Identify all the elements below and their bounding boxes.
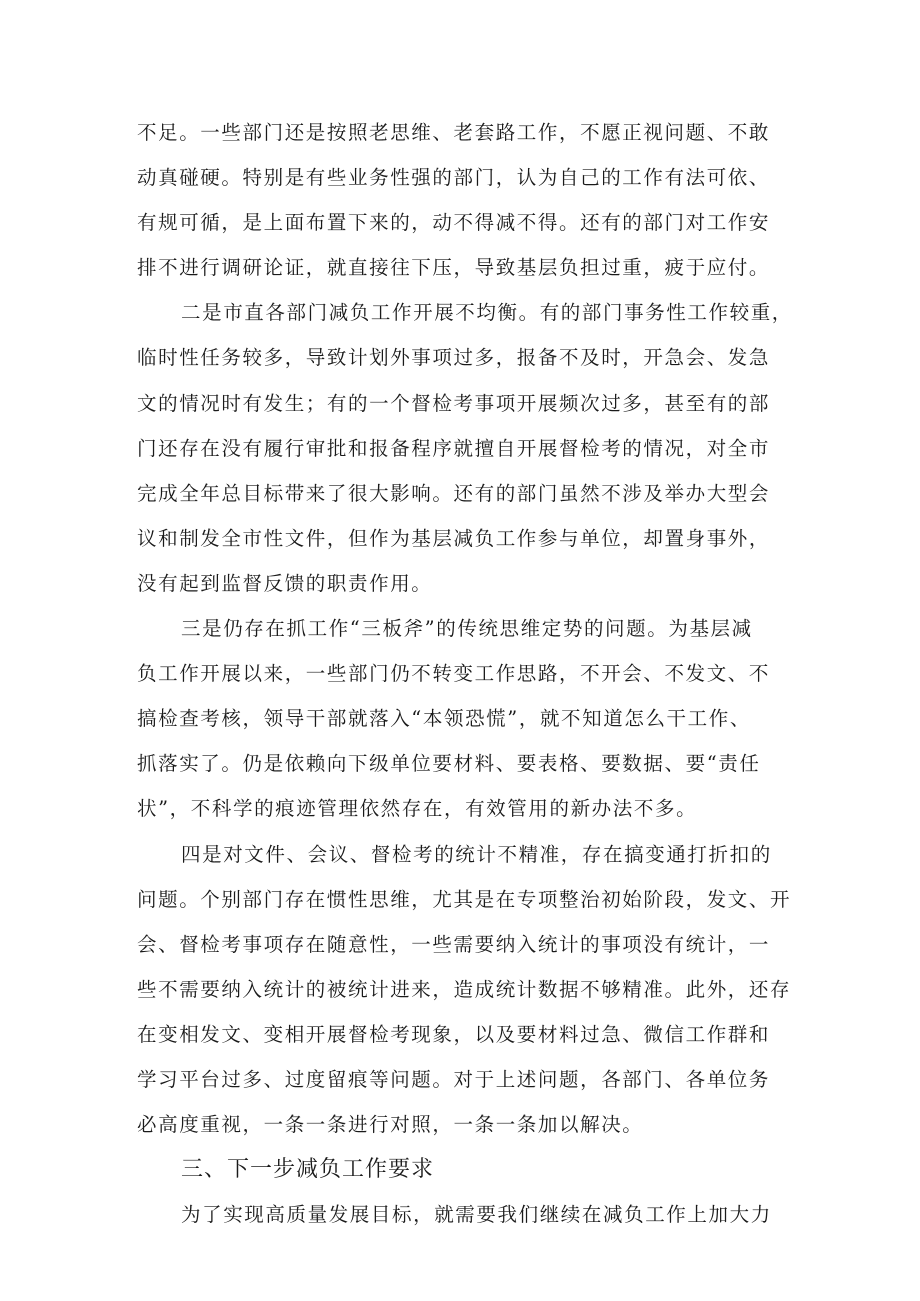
paragraph-line: 负工作开展以来，一些部门仍不转变工作思路，不开会、不发文、不: [137, 662, 771, 686]
paragraph-line: 门还存在没有履行审批和报备程序就擅自开展督检考的情况，对全市: [137, 436, 771, 460]
paragraph-line: 排不进行调研论证，就直接往下压，导致基层负担过重，疲于应付。: [137, 256, 771, 280]
paragraph-line: 问题。个别部门存在惯性思维，尤其是在专项整治初始阶段，发文、开: [137, 887, 792, 911]
paragraph-line: 不足。一些部门还是按照老思维、老套路工作，不愿正视问题、不敢: [137, 121, 771, 144]
paragraph-2: [137, 290, 793, 606]
paragraph-line: 有规可循，是上面布置下来的，动不得减不得。还有的部门对工作安: [137, 211, 771, 235]
paragraph-line: 四是对文件、会议、督检考的统计不精准，存在搞变通打折扣的: [181, 842, 772, 866]
paragraph-line: 抓落实了。仍是依赖向下级单位要材料、要表格、要数据、要“责任: [137, 752, 761, 776]
paragraph-line: 议和制发全市性文件，但作为基层减负工作参与单位，却置身事外，: [137, 526, 771, 550]
paragraph-line: 完成全年总目标带来了很大影响。还有的部门虽然不涉及举办大型会: [137, 481, 771, 505]
paragraph-5: [137, 1192, 793, 1237]
paragraph-line: 些不需要纳入统计的被统计进来，造成统计数据不够精准。此外，还存: [137, 977, 792, 1001]
paragraph-line: 为了实现高质量发展目标，就需要我们继续在减负工作上加大力: [181, 1203, 772, 1227]
paragraph-line: 没有起到监督反馈的职责作用。: [137, 571, 433, 595]
paragraph-3: [137, 606, 793, 831]
paragraph-line: 在变相发文、变相开展督检考现象，以及要材料过急、微信工作群和: [137, 1022, 771, 1046]
document-body: [137, 110, 793, 1237]
paragraph-line: 必高度重视，一条一条进行对照，一条一条加以解决。: [137, 1113, 644, 1137]
paragraph-line: 动真碰硬。特别是有些业务性强的部门，认为自己的工作有法可依、: [137, 166, 771, 190]
paragraph-line: 学习平台过多、过度留痕等问题。对于上述问题，各部门、各单位务: [137, 1067, 771, 1091]
paragraph-line: 会、督检考事项存在随意性，一些需要纳入统计的事项没有统计，一: [137, 932, 771, 956]
section-heading: 三、下一步减负工作要求: [181, 1157, 435, 1183]
paragraph-line: 搞检查考核，领导干部就落入“本领恐慌”，就不知道怎么干工作、: [137, 707, 751, 731]
paragraph-line: 临时性任务较多，导致计划外事项过多，报备不及时，开急会、发急: [137, 346, 771, 370]
paragraph-4: [137, 832, 793, 1148]
paragraph-line: 文的情况时有发生；有的一个督检考事项开展频次过多，甚至有的部: [137, 391, 771, 415]
paragraph-line: 状”，不科学的痕迹管理依然存在，有效管用的新办法不多。: [137, 797, 698, 821]
paragraph-1: [137, 110, 793, 290]
paragraph-line: 二是市直各部门减负工作开展不均衡。有的部门事务性工作较重，: [181, 301, 793, 325]
paragraph-line: 三是仍存在抓工作“三板斧”的传统思维定势的问题。为基层减: [181, 617, 753, 641]
